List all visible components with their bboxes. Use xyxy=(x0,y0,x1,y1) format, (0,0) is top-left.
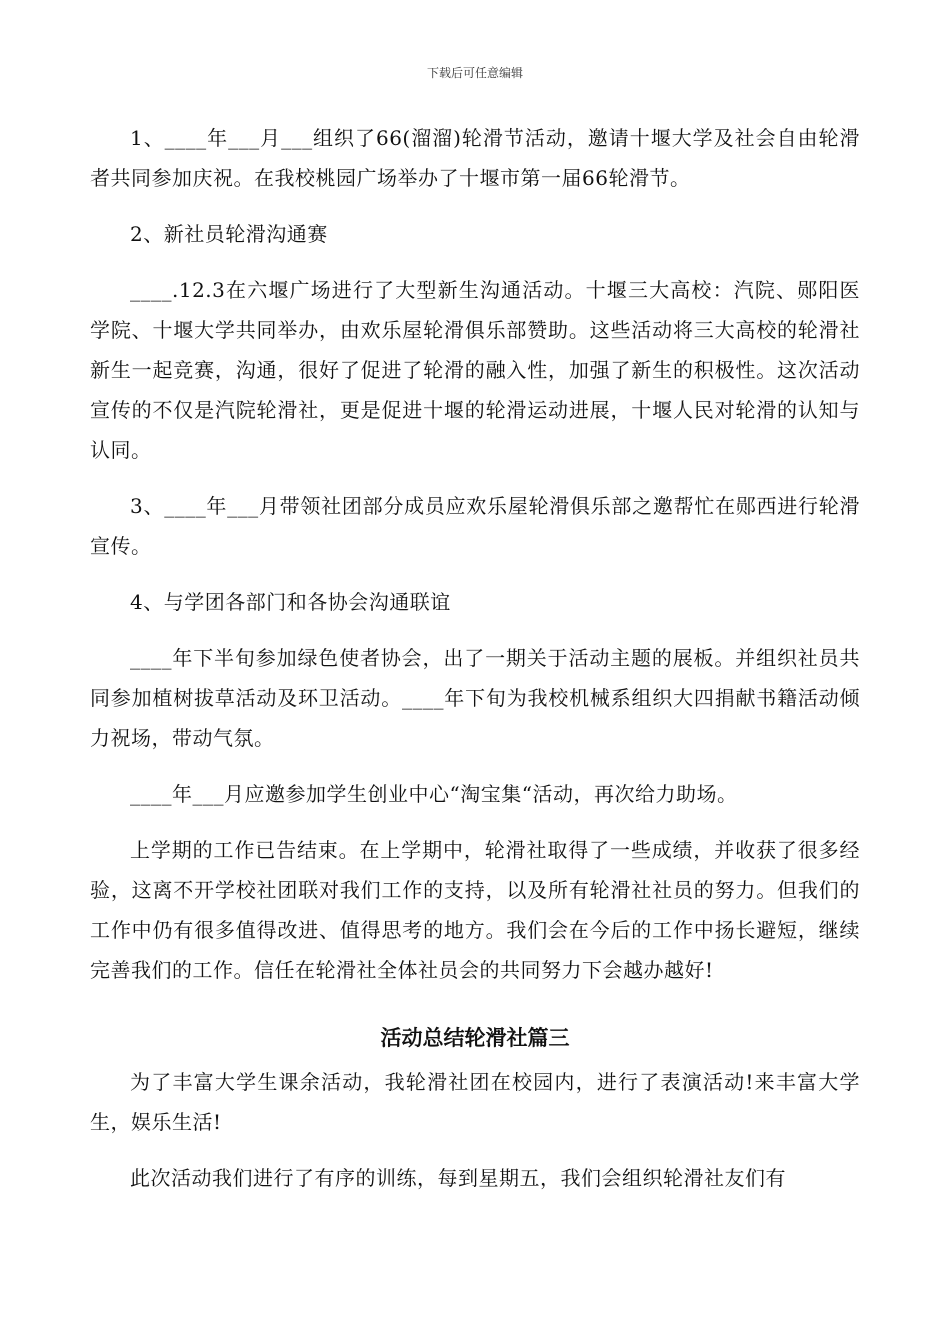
paragraph-item-3: 3、____年___月带领社团部分成员应欢乐屋轮滑俱乐部之邀帮忙在郧西进行轮滑宣传。 xyxy=(90,494,860,558)
paragraph-item-4-heading: 4、与学团各部门和各协会沟通联谊 xyxy=(130,590,451,614)
paragraph-item-1: 1、____年___月___组织了66(溜溜)轮滑节活动，邀请十堰大学及社会自由轮滑者共同参加庆祝。在我校桃园广场举办了十堰市第一届66轮滑节。 xyxy=(90,126,860,190)
paragraph-performance: 为了丰富大学生课余活动，我轮滑社团在校园内，进行了表演活动!来丰富大学生，娱乐生活! xyxy=(90,1070,860,1134)
paragraph-training: 此次活动我们进行了有序的训练，每到星期五，我们会组织轮滑社友们有 xyxy=(130,1166,786,1190)
section-title: 活动总结轮滑社篇三 xyxy=(380,1026,570,1050)
header-note: 下载后可任意编辑 xyxy=(426,66,523,80)
paragraph-semester-summary: 上学期的工作已告结束。在上学期中，轮滑社取得了一些成绩，并收获了很多经验，这离不开学校社团联对我们工作的支持，以及所有轮滑社社员的努力。但我们的工作中仍有很多值得改进、值得思考的地方。我们会在今后的工作中扬长避短，继续完善我们的工作。信任在轮滑社全体社员会的共同努力下会越办越好! xyxy=(90,838,860,982)
paragraph-taobao-event: ____年___月应邀参加学生创业中心“淘宝集“活动，再次给力助场。 xyxy=(130,782,738,806)
paragraph-newcomer-event: ____.12.3在六堰广场进行了大型新生沟通活动。十堰三大高校：汽院、郧阳医学院、十堰大学共同举办，由欢乐屋轮滑俱乐部赞助。这些活动将三大高校的轮滑社新生一起竞赛，沟通，很好了促进了轮滑的融入性，加强了新生的积极性。这次活动宣传的不仅是汽院轮滑社，更是促进十堰的轮滑运动进展，十堰人民对轮滑的认知与认同。 xyxy=(90,278,860,462)
paragraph-green-association: ____年下半旬参加绿色使者协会，出了一期关于活动主题的展板。并组织社员共同参加植树拔草活动及环卫活动。____年下旬为我校机械系组织大四捐献书籍活动倾力祝场，带动气氛。 xyxy=(90,646,860,750)
document-body xyxy=(90,118,860,1198)
paragraph-item-2-heading: 2、新社员轮滑沟通赛 xyxy=(130,222,328,246)
